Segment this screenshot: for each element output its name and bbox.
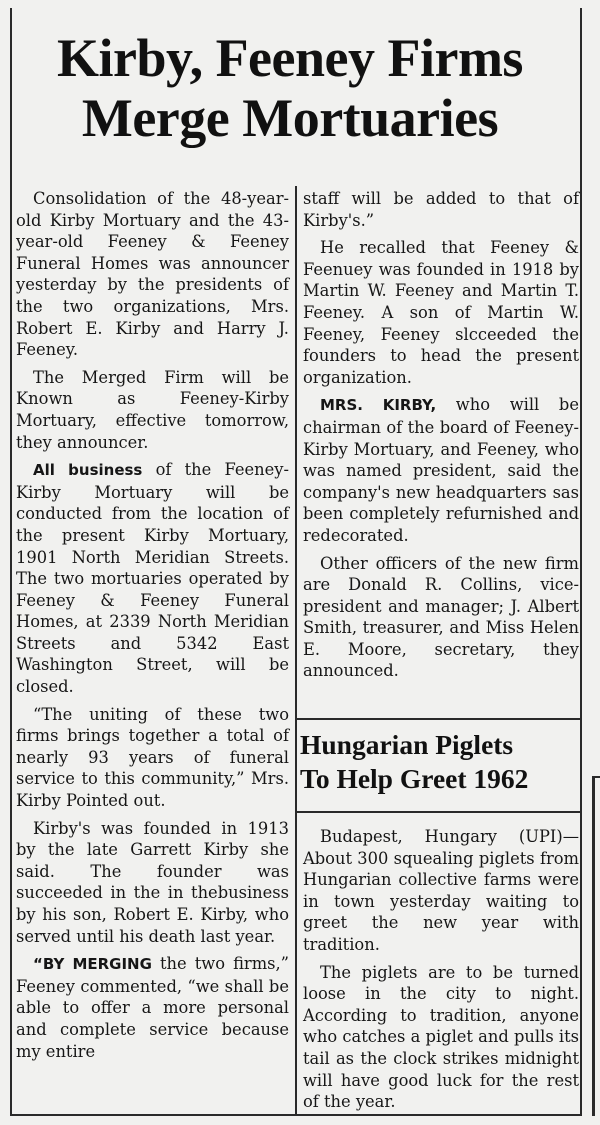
article-paragraph [16, 953, 289, 1062]
left-border-rule [10, 8, 12, 1116]
adjacent-page-edge [592, 776, 595, 1116]
article-paragraph: Other officers of the new firm are Donald R. Collins, vice-president and manager; J. Albert Smith, treasurer, and Miss Helen E. Moore, secretary, they announced. [303, 553, 579, 681]
article-paragraph [303, 394, 579, 546]
paragraph-lead-in: “BY MERGING [33, 955, 152, 974]
second-headline-line-2: To Help Greet 1962 [300, 763, 529, 794]
second-story-body [303, 826, 579, 1119]
paragraph-text: the two firms,” Feeney commented, “we shall be able to offer a more personal and complete service because my entire [16, 954, 290, 1061]
second-story-headline [300, 728, 582, 796]
main-headline-line-1: Kirby, Feeney Firms [57, 28, 523, 88]
story-divider-rule [297, 718, 580, 720]
adjacent-page-edge-top [592, 776, 600, 778]
paragraph-lead-in: MRS. KIRBY, [320, 396, 437, 415]
paragraph-lead-in: All business [33, 461, 143, 480]
main-headline [10, 28, 570, 148]
right-column [303, 188, 579, 688]
article-paragraph: Budapest, Hungary (UPI)— About 300 squealing piglets from Hungarian collective farms were in town yesterday waiting to greet the new year with tradition. [303, 827, 579, 954]
paragraph-text: who will be chairman of the board of Feeney-Kirby Mortuary, and Feeney, who was named president, said the company's new headquarters sas been completely refurnished and redecorated. [303, 395, 579, 545]
article-paragraph: The Merged Firm will be Known as Feeney-Kirby Mortuary, effective tomorrow, they announcer. [16, 367, 289, 452]
article-paragraph [16, 459, 289, 698]
article-paragraph: “The uniting of these two firms brings together a total of nearly 93 years of funeral service to this community,” Mrs. Kirby Pointed out. [16, 704, 289, 811]
second-headline-line-1: Hungarian Piglets [300, 729, 514, 760]
left-column [16, 188, 289, 1068]
article-paragraph: The piglets are to be turned loose in the city to night. According to tradition, anyone who catches a piglet and pulls its tail as the clock strikes midnight will have good luck for the rest of the year. [303, 962, 579, 1112]
article-paragraph: staff will be added to that of Kirby's.” [303, 189, 579, 230]
article-paragraph: Consolidation of the 48-year-old Kirby Mortuary and the 43-year-old Feeney & Feeney Funeral Homes was announcer yesterday by the presidents of the two organizations, Mrs. Robert E. Kirby and Harry J. Feeney. [16, 189, 289, 360]
paragraph-text: of the Feeney-Kirby Mortuary will be conducted from the location of the present Kirby Mortuary, 1901 North Meridian Streets. The two mortuaries operated by Feeney & Feeney Funeral Homes, at 2339 North Meridian Streets and 5342 East Washington Street, will be closed. [16, 460, 290, 697]
article-paragraph: Kirby's was founded in 1913 by the late Garrett Kirby she said. The founder was succeeded in the in thebusiness by his son, Robert E. Kirby, who served until his death last year. [16, 818, 289, 946]
main-headline-line-2: Merge Mortuaries [81, 88, 499, 148]
column-divider-rule [295, 186, 297, 1114]
sub-headline-rule [297, 811, 580, 813]
right-border-rule [580, 8, 582, 1116]
article-paragraph: He recalled that Feeney & Feenuey was founded in 1918 by Martin W. Feeney and Martin T. Feeney. A son of Martin W. Feeney, Feeney slcceeded the founders to head the present organization. [303, 238, 579, 387]
